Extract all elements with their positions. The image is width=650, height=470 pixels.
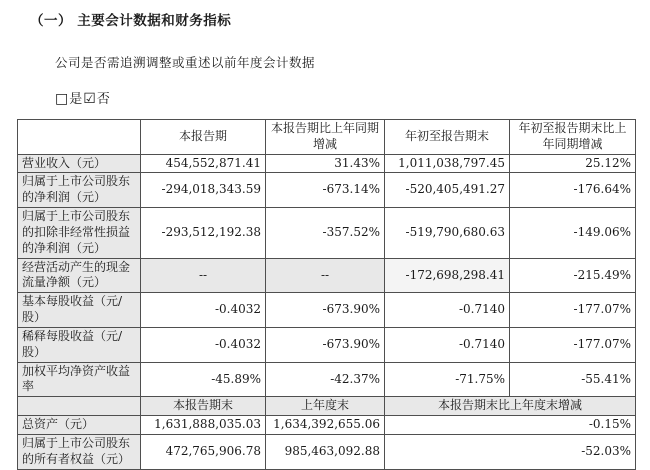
cell-value: -673.14% bbox=[266, 173, 385, 208]
row-label: 经营活动产生的现金流量净额（元） bbox=[18, 258, 141, 293]
cell-value: 1,631,888,035.03 bbox=[141, 416, 266, 435]
cell-value: -177.07% bbox=[510, 327, 636, 362]
cell-value: 31.43% bbox=[266, 154, 385, 173]
header-current-period: 本报告期 bbox=[141, 120, 266, 155]
page-title: （一） 主要会计数据和财务指标 bbox=[30, 13, 232, 29]
header-ytd-yoy-change: 年初至报告期末比上年同期增减 bbox=[510, 120, 636, 155]
row-label: 营业收入（元） bbox=[18, 154, 141, 173]
cell-value: -0.4032 bbox=[141, 327, 266, 362]
table-row bbox=[18, 258, 636, 293]
row-label: 归属于上市公司股东的净利润（元） bbox=[18, 173, 141, 208]
row-label: 归属于上市公司股东的扣除非经常性损益的净利润（元） bbox=[18, 208, 141, 258]
financial-indicators-table bbox=[17, 119, 636, 470]
cell-value: -673.90% bbox=[266, 327, 385, 362]
table-row bbox=[18, 434, 636, 469]
restatement-question: 公司是否需追溯调整或重述以前年度会计数据 bbox=[55, 55, 316, 70]
cell-value: -293,512,192.38 bbox=[141, 208, 266, 258]
table-row bbox=[18, 416, 636, 435]
header-ytd: 年初至报告期末 bbox=[385, 120, 510, 155]
cell-value: -176.64% bbox=[510, 173, 636, 208]
cell-value: -0.15% bbox=[385, 416, 636, 435]
cell-value: -- bbox=[266, 258, 385, 293]
cell-value: -- bbox=[141, 258, 266, 293]
restatement-checkbox-line bbox=[55, 88, 650, 107]
table-row bbox=[18, 208, 636, 258]
header-period-end-change: 本报告期末比上年度末增减 bbox=[385, 397, 636, 416]
cell-value: -52.03% bbox=[385, 434, 636, 469]
cell-value: 1,011,038,797.45 bbox=[385, 154, 510, 173]
cell-value: -55.41% bbox=[510, 362, 636, 397]
row-label: 总资产（元） bbox=[18, 416, 141, 435]
row-label: 加权平均净资产收益率 bbox=[18, 362, 141, 397]
cell-value: -294,018,343.59 bbox=[141, 173, 266, 208]
table-row bbox=[18, 293, 636, 328]
table-row bbox=[18, 327, 636, 362]
header-yoy-change: 本报告期比上年同期增减 bbox=[266, 120, 385, 155]
table-row bbox=[18, 154, 636, 173]
cell-value: -520,405,491.27 bbox=[385, 173, 510, 208]
row-label: 归属于上市公司股东的所有者权益（元） bbox=[18, 434, 141, 469]
cell-value: 472,765,906.78 bbox=[141, 434, 266, 469]
cell-value: 25.12% bbox=[510, 154, 636, 173]
table-header-row-period bbox=[18, 120, 636, 155]
header-period-end: 本报告期末 bbox=[141, 397, 266, 416]
cell-value: -149.06% bbox=[510, 208, 636, 258]
cell-value: -0.4032 bbox=[141, 293, 266, 328]
cell-value: -519,790,680.63 bbox=[385, 208, 510, 258]
cell-value: -0.7140 bbox=[385, 327, 510, 362]
cell-value: -71.75% bbox=[385, 362, 510, 397]
cell-value: -673.90% bbox=[266, 293, 385, 328]
table-header-row-period-end bbox=[18, 397, 636, 416]
cell-value: -42.37% bbox=[266, 362, 385, 397]
cell-value: 985,463,092.88 bbox=[266, 434, 385, 469]
table-row bbox=[18, 362, 636, 397]
row-label: 基本每股收益（元/股） bbox=[18, 293, 141, 328]
cell-value: 1,634,392,655.06 bbox=[266, 416, 385, 435]
cell-value: -172,698,298.41 bbox=[385, 258, 510, 293]
cell-value: -0.7140 bbox=[385, 293, 510, 328]
cell-value: 454,552,871.41 bbox=[141, 154, 266, 173]
cell-value: -45.89% bbox=[141, 362, 266, 397]
checked-box-icon: ☑ bbox=[83, 91, 97, 107]
cell-value: -357.52% bbox=[266, 208, 385, 258]
header-empty-cell bbox=[18, 397, 141, 416]
checkbox-yes-label: 是 bbox=[69, 92, 84, 107]
cell-value: -215.49% bbox=[510, 258, 636, 293]
checkbox-no-label: 否 bbox=[96, 92, 111, 107]
cell-value: -177.07% bbox=[510, 293, 636, 328]
header-prior-year-end: 上年度末 bbox=[266, 397, 385, 416]
unchecked-box-icon: □ bbox=[55, 91, 70, 107]
header-empty-cell bbox=[18, 120, 141, 155]
table-row bbox=[18, 173, 636, 208]
row-label: 稀释每股收益（元/股） bbox=[18, 327, 141, 362]
